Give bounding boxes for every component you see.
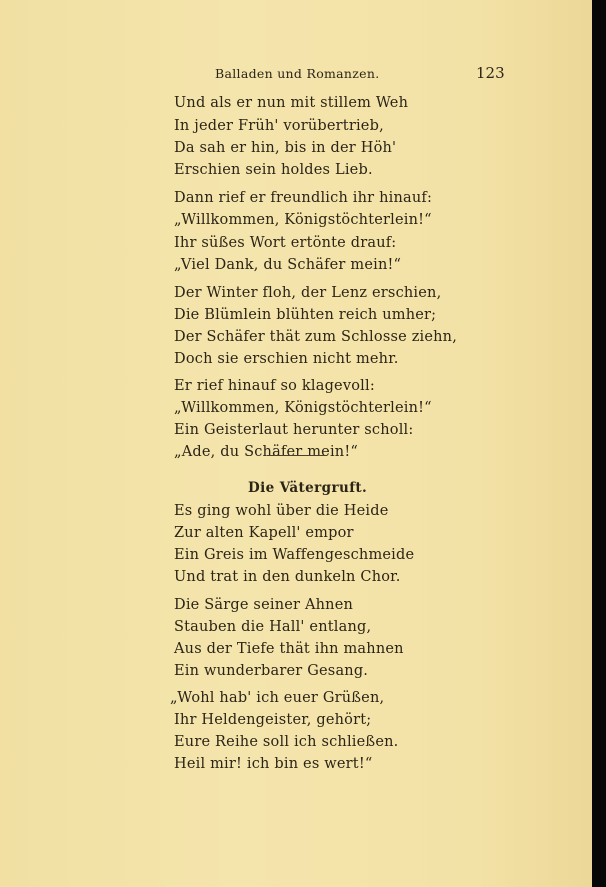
- page-edge-shadow: [592, 0, 606, 887]
- verse-line: „Willkommen, Königstöchterlein!“: [174, 400, 432, 416]
- verse-line: Da sah er hin, bis in der Höh': [174, 140, 397, 156]
- verse-line: Er rief hinauf so klagevoll:: [174, 378, 375, 394]
- verse-line: Es ging wohl über die Heide: [174, 503, 389, 519]
- poem-title: Die Vätergruft.: [248, 480, 368, 496]
- verse-line: Der Schäfer thät zum Schlosse ziehn,: [174, 329, 458, 345]
- verse-line: Ein Geisterlaut herunter scholl:: [174, 422, 414, 438]
- verse-line: Die Särge seiner Ahnen: [174, 597, 354, 613]
- verse-line: Stauben die Hall' entlang,: [174, 619, 372, 635]
- verse-line: In jeder Früh' vorübertrieb,: [174, 118, 384, 134]
- verse-line: Und trat in den dunkeln Chor.: [174, 569, 401, 585]
- verse-line: Und als er nun mit stillem Weh: [174, 95, 409, 111]
- verse-line: „Willkommen, Königstöchterlein!“: [174, 212, 432, 228]
- verse-line: „Ade, du Schäfer mein!“: [174, 444, 358, 460]
- verse-line: Dann rief er freundlich ihr hinauf:: [174, 190, 433, 206]
- verse-line: Ihr süßes Wort ertönte drauf:: [174, 235, 397, 251]
- verse-line: Ein wunderbarer Gesang.: [174, 663, 369, 679]
- verse-line: Erschien sein holdes Lieb.: [174, 162, 373, 178]
- running-head: [0, 66, 592, 86]
- verse-line: „Viel Dank, du Schäfer mein!“: [174, 257, 402, 273]
- page-number: 123: [476, 64, 505, 82]
- section-divider: [267, 455, 327, 456]
- verse-line: Ein Greis im Waffengeschmeide: [174, 547, 415, 563]
- running-title: Balladen und Romanzen.: [215, 66, 380, 81]
- verse-line: „Wohl hab' ich euer Grüßen,: [170, 690, 385, 706]
- verse-line: Aus der Tiefe thät ihn mahnen: [174, 641, 404, 657]
- verse-line: Eure Reihe soll ich schließen.: [174, 734, 399, 750]
- verse-line: Doch sie erschien nicht mehr.: [174, 351, 399, 367]
- verse-line: Ihr Heldengeister, gehört;: [174, 712, 372, 728]
- verse-line: Der Winter floh, der Lenz erschien,: [174, 285, 442, 301]
- verse-line: Die Blümlein blühten reich umher;: [174, 307, 437, 323]
- verse-line: Heil mir! ich bin es wert!“: [174, 756, 373, 772]
- verse-line: Zur alten Kapell' empor: [174, 525, 354, 541]
